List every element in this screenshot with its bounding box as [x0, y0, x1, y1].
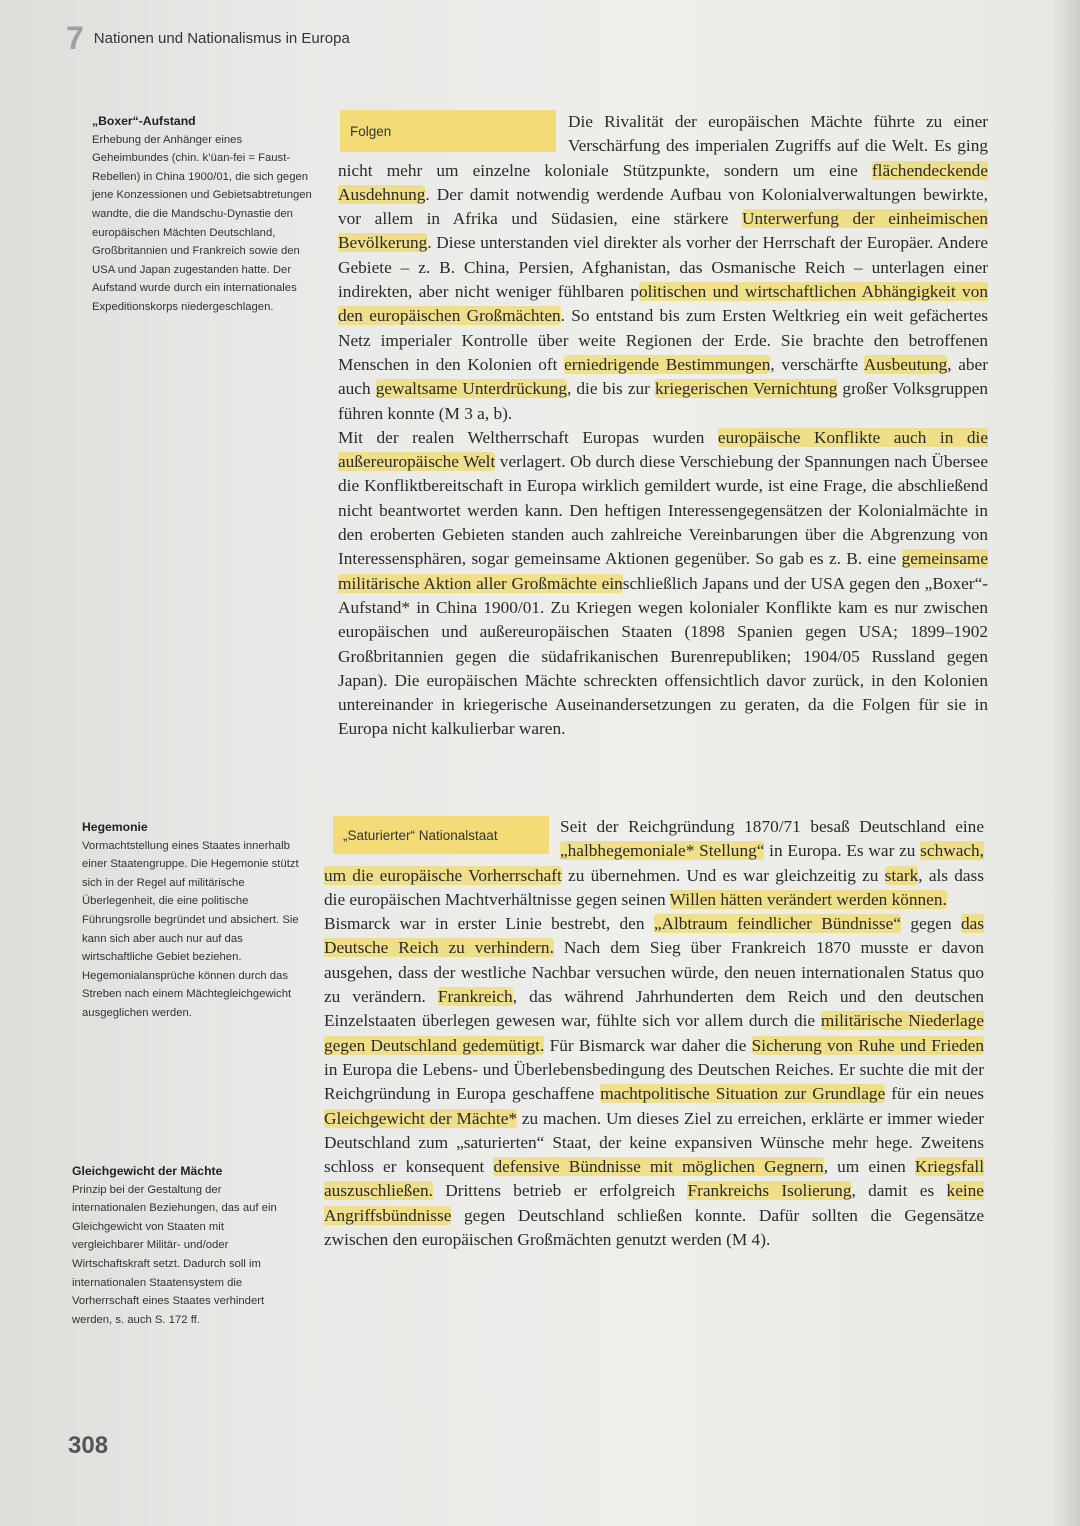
highlighted-text: erniedrigende Bestimmungen — [564, 354, 771, 374]
text-run: , die bis zur — [567, 379, 656, 399]
highlighted-text: Willen hätten verändert werden können. — [669, 889, 947, 909]
text-run: in Europa die Lebens- und Überlebensbedingung des Deutschen Reiches. Er suchte die mit der Reichgründung in Europa geschaffene — [324, 1059, 984, 1104]
section-folgen-text — [338, 110, 988, 742]
sidenote-definition: Erhebung der Anhänger eines Geheimbundes (chin. k’üan-fei = Faust-Rebellen) in China 1900/01, die sich gegen jene Konzessionen und Gebietsabtretungen wandte, die die Mandschu-Dynastie den europäischen Mächten Deutschland, Großbritannien und Frankreich sowie den USA und Japan zugestanden hatte. Der Aufstand wurde durch ein internationales Expeditionskorps niedergeschlagen. — [92, 133, 312, 313]
highlighted-text: kriegerischen Vernichtung — [655, 379, 838, 399]
text-run: , verschärfte — [770, 354, 864, 374]
text-run: gegen — [900, 914, 961, 934]
text-run: . Der damit notwendig werdende Aufbau von Kolonialverwaltungen bewirkte, vor allem in Afrika und Südasien, eine stärkere — [338, 184, 988, 229]
highlighted-text: Frankreich — [437, 987, 513, 1007]
text-run: in Europa. Es war zu — [764, 841, 921, 861]
highlighted-text: gemeinsame militärische Aktion aller Großmächte ein — [338, 549, 988, 593]
paragraph — [338, 426, 988, 742]
sidenote-hegemonie — [82, 818, 304, 1023]
chapter-number: 7 — [66, 19, 84, 56]
text-run: . So entstand bis zum Ersten Weltkrieg ein weit gefächertes Netz imperialer Kontrolle über weite Regionen der Erde. Sie brachte den betroffenen Menschen in den Kolonien oft — [338, 306, 988, 374]
highlighted-text: keine Angriffsbündnisse — [324, 1181, 984, 1225]
text-run: , damit es — [851, 1181, 947, 1201]
text-run: gegen Deutschland schließen konnte. Dafür sollten die Gegensätze zwischen den europäischen Großmächten genutzt werden (M 4). — [324, 1205, 984, 1250]
highlighted-text: „halbhegemoniale* Stellung“ — [560, 841, 765, 861]
highlighted-text: Gleichgewicht der Mächte* — [324, 1108, 518, 1128]
text-run: Mit der realen Weltherrschaft Europas wurden — [338, 427, 718, 447]
sidenote-definition: Prinzip bei der Gestaltung der internationalen Beziehungen, das auf ein Gleichgewicht von Staaten mit vergleichbarer Militär- und/oder Wirtschaftskraft setzt. Dadurch soll im internationalen Staatensystem die Vorherrschaft eines Staates verhindert werden, s. auch S. 172 ff. — [72, 1183, 277, 1326]
page-number: 308 — [68, 1432, 109, 1459]
highlighted-text: defensive Bündnisse mit möglichen Gegnern — [493, 1157, 824, 1177]
text-run: Für Bismarck war daher die — [544, 1035, 752, 1055]
text-run: Drittens betrieb er erfolgreich — [432, 1181, 688, 1201]
text-run: zu übernehmen. Und es war gleichzeitig zu — [561, 865, 885, 885]
highlighted-text: gewaltsame Unterdrückung — [375, 379, 567, 399]
highlighted-text: militärische Niederlage gegen Deutschland gedemütigt. — [324, 1011, 984, 1055]
paragraph — [338, 110, 988, 426]
text-run: , das während Jahrhunderten dem Reich und den deutschen Einzelstaaten überlegen gewesen war, fühlte sich vor allem durch die — [324, 987, 984, 1031]
highlighted-text: olitischen und wirtschaftlichen Abhängigkeit von den europäischen Großmächten — [338, 282, 988, 326]
text-run: , als dass die europäischen Machtverhältnisse gegen seinen — [324, 865, 984, 909]
paragraph — [324, 912, 984, 1252]
section-saturiert-text — [324, 815, 984, 1252]
highlighted-text: machtpolitische Situation zur Grundlage — [600, 1084, 886, 1104]
section-label-folgen: Folgen — [340, 110, 556, 152]
text-run: zu machen. Um dieses Ziel zu erreichen, erklärte er immer wieder Deutschland zum „saturierten“ Staat, der keine expansiven Wünsche mehr hege. Zweitens schloss er konsequent — [324, 1108, 985, 1177]
text-run: verlagert. Ob durch diese Verschiebung der Spannungen nach Übersee die Konfliktbereitschaft in Europa wirklich gemildert wurde, ist eine Frage, die abschließend nicht beantwortet werden kann. Den heftigen Interessengegensätzen der Kolonialmächte in den eroberten Gebieten standen auch zahlreiche Vereinbarungen über die Abgrenzung von Interessensphären, sogar gemeinsame Aktionen gegenüber. So gab es z. B. eine — [338, 452, 988, 569]
section-label-saturiert: „Saturierter“ Nationalstaat — [333, 816, 549, 854]
highlighted-text: Frankreichs Isolierung — [687, 1181, 852, 1201]
sidenote-definition: Vormachtstellung eines Staates innerhalb einer Staatengruppe. Die Hegemonie stützt sich in der Regel auf militärische Überlegenheit, die eine politische Führungsrolle begründet und absichert. Sie kann sich aber auch nur auf das wirtschaftliche Gebiet beziehen. Hegemonialansprüche können durch das Streben nach einem Mächtegleichgewicht ausgeglichen werden. — [82, 839, 299, 1019]
highlighted-text: europäische Konflikte auch in die außereuropäische Welt — [338, 427, 988, 472]
sidenote-boxer — [92, 112, 314, 317]
highlighted-text: Unterwerfung der einheimischen Bevölkerung — [338, 209, 989, 253]
text-run: Bismarck war in erster Linie bestrebt, den — [324, 914, 654, 934]
text-run: großer Volksgruppen führen konnte (M 3 a, b). — [338, 379, 988, 423]
text-run: Seit der Reichgründung 1870/71 besaß Deutschland eine — [560, 817, 984, 836]
sidenote-term: Hegemonie — [82, 820, 148, 834]
sidenote-term: Gleichgewicht der Mächte — [72, 1164, 223, 1178]
highlighted-text: Kriegsfall auszuschließen. — [324, 1157, 985, 1201]
text-run: , um einen — [823, 1157, 915, 1177]
sidenote-term: „Boxer“-Aufstand — [92, 114, 196, 128]
highlighted-text: Ausbeutung — [863, 354, 948, 374]
highlighted-text: Sicherung von Ruhe und Frieden — [751, 1035, 984, 1055]
sidenote-gleichgewicht — [72, 1162, 294, 1329]
text-run: Die Rivalität der europäischen Mächte führte zu einer Verschärfung des imperialen Zugriffs auf die Welt. Es ging nicht mehr um einzelne koloniale Stützpunkte, sondern um eine — [338, 112, 988, 180]
text-run: für ein neues — [885, 1084, 984, 1104]
page-header — [66, 18, 350, 58]
highlighted-text: das Deutsche Reich zu verhindern. — [324, 914, 984, 958]
chapter-title: Nationen und Nationalismus in Europa — [93, 29, 350, 47]
highlighted-text: stark — [884, 865, 919, 885]
text-run: . Diese unterstanden viel direkter als vorher der Herrschaft der Europäer. Andere Gebiete – z. B. China, Persien, Afghanistan, das Osmanische Reich – unterlagen einer indirekten, aber nicht weniger fühlbaren p — [338, 233, 988, 302]
highlighted-text: „Albtraum feindlicher Bündnisse“ — [653, 914, 901, 934]
highlighted-text: schwach, um die europäische Vorherrschaft — [324, 841, 984, 885]
highlighted-text: flächendeckende Ausdehnung — [338, 160, 988, 204]
text-run: schließlich Japans und der USA gegen den „Boxer“-Aufstand* in China 1900/01. Zu Kriegen wegen kolonialer Konflikte kam es nur zwischen europäischen und außereuropäischen Staaten (1898 Spanien gegen USA; 1899–1902 Großbritannien gegen die südafrikanischen Burenrepubliken; 1904/05 Russland gegen Japan). Die europäischen Mächte schreckten offensichtlich davor zurück, in den Kolonien untereinander in kriegerische Auseinandersetzungen zu geraten, da die Folgen für sie in Europa nicht kalkulierbar waren. — [338, 573, 988, 739]
spine-shadow — [1050, 0, 1080, 1526]
text-run: , aber auch — [338, 354, 988, 399]
text-run: Nach dem Sieg über Frankreich 1870 musste er davon ausgehen, dass der westliche Nachbar versuchen würde, den neuen internationalen Status quo zu verändern. — [324, 938, 984, 1007]
